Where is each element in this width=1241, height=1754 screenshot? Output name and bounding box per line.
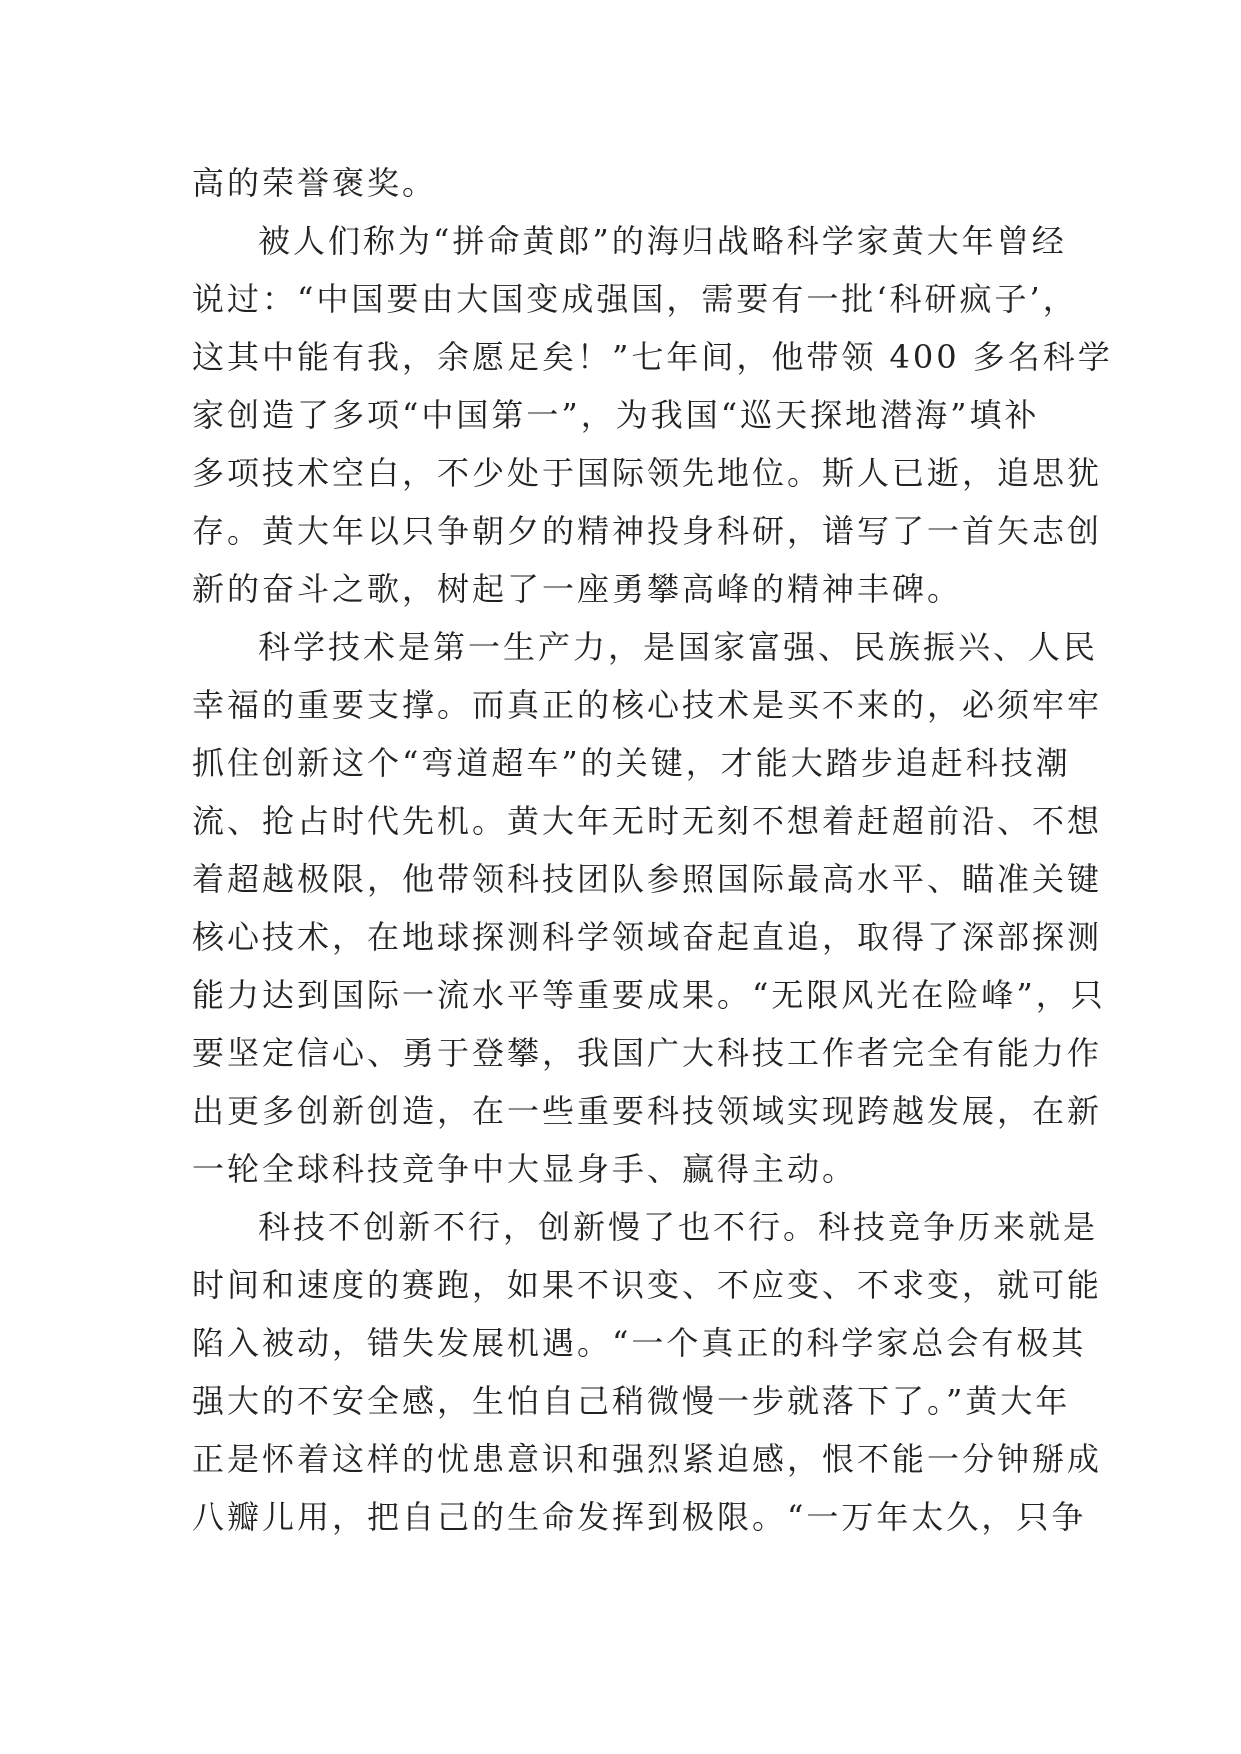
text-line: 八瓣儿用，把自己的生命发挥到极限。“一万年太久，只争 bbox=[192, 1498, 1087, 1536]
text-line: 抓住创新这个“弯道超车”的关键，才能大踏步追赶科技潮 bbox=[192, 744, 1071, 782]
text-line: 被人们称为“拼命黄郎”的海归战略科学家黄大年曾经 bbox=[258, 222, 1067, 260]
text-line: 科学技术是第一生产力，是国家富强、民族振兴、人民 bbox=[258, 628, 1099, 666]
text-line: 家创造了多项“中国第一”，为我国“巡天探地潜海”填补 bbox=[192, 396, 1040, 434]
text-line: 多项技术空白，不少处于国际领先地位。斯人已逝，追思犹 bbox=[192, 454, 1103, 492]
text-line: 流、抢占时代先机。黄大年无时无刻不想着赶超前沿、不想 bbox=[192, 802, 1103, 840]
text-line: 说过：“中国要由大国变成强国，需要有一批‘科研疯子’， bbox=[192, 280, 1078, 318]
text-line: 存。黄大年以只争朝夕的精神投身科研，谱写了一首矢志创 bbox=[192, 512, 1103, 550]
text-line: 一轮全球科技竞争中大显身手、赢得主动。 bbox=[192, 1150, 858, 1188]
text-line: 要坚定信心、勇于登攀，我国广大科技工作者完全有能力作 bbox=[192, 1034, 1103, 1072]
text-line: 正是怀着这样的忧患意识和强烈紧迫感，恨不能一分钟掰成 bbox=[192, 1440, 1103, 1478]
text-line: 强大的不安全感，生怕自己稍微慢一步就落下了。”黄大年 bbox=[192, 1382, 1071, 1420]
text-line: 这其中能有我，余愿足矣！”七年间，他带领 400 多名科学 bbox=[192, 338, 1113, 376]
text-line: 核心技术，在地球探测科学领域奋起直追，取得了深部探测 bbox=[192, 918, 1103, 956]
text-line: 陷入被动，错失发展机遇。“一个真正的科学家总会有极其 bbox=[192, 1324, 1087, 1362]
text-line: 着超越极限，他带领科技团队参照国际最高水平、瞄准关键 bbox=[192, 860, 1103, 898]
text-line: 幸福的重要支撑。而真正的核心技术是买不来的，必须牢牢 bbox=[192, 686, 1103, 724]
text-line: 出更多创新创造，在一些重要科技领域实现跨越发展，在新 bbox=[192, 1092, 1103, 1130]
body-text bbox=[192, 154, 1113, 1546]
text-line: 高的荣誉褒奖。 bbox=[192, 164, 438, 202]
text-line: 时间和速度的赛跑，如果不识变、不应变、不求变，就可能 bbox=[192, 1266, 1103, 1304]
text-line: 新的奋斗之歌，树起了一座勇攀高峰的精神丰碑。 bbox=[192, 570, 963, 608]
text-line: 能力达到国际一流水平等重要成果。“无限风光在险峰”，只 bbox=[192, 976, 1106, 1014]
text-line: 科技不创新不行，创新慢了也不行。科技竞争历来就是 bbox=[258, 1208, 1099, 1246]
